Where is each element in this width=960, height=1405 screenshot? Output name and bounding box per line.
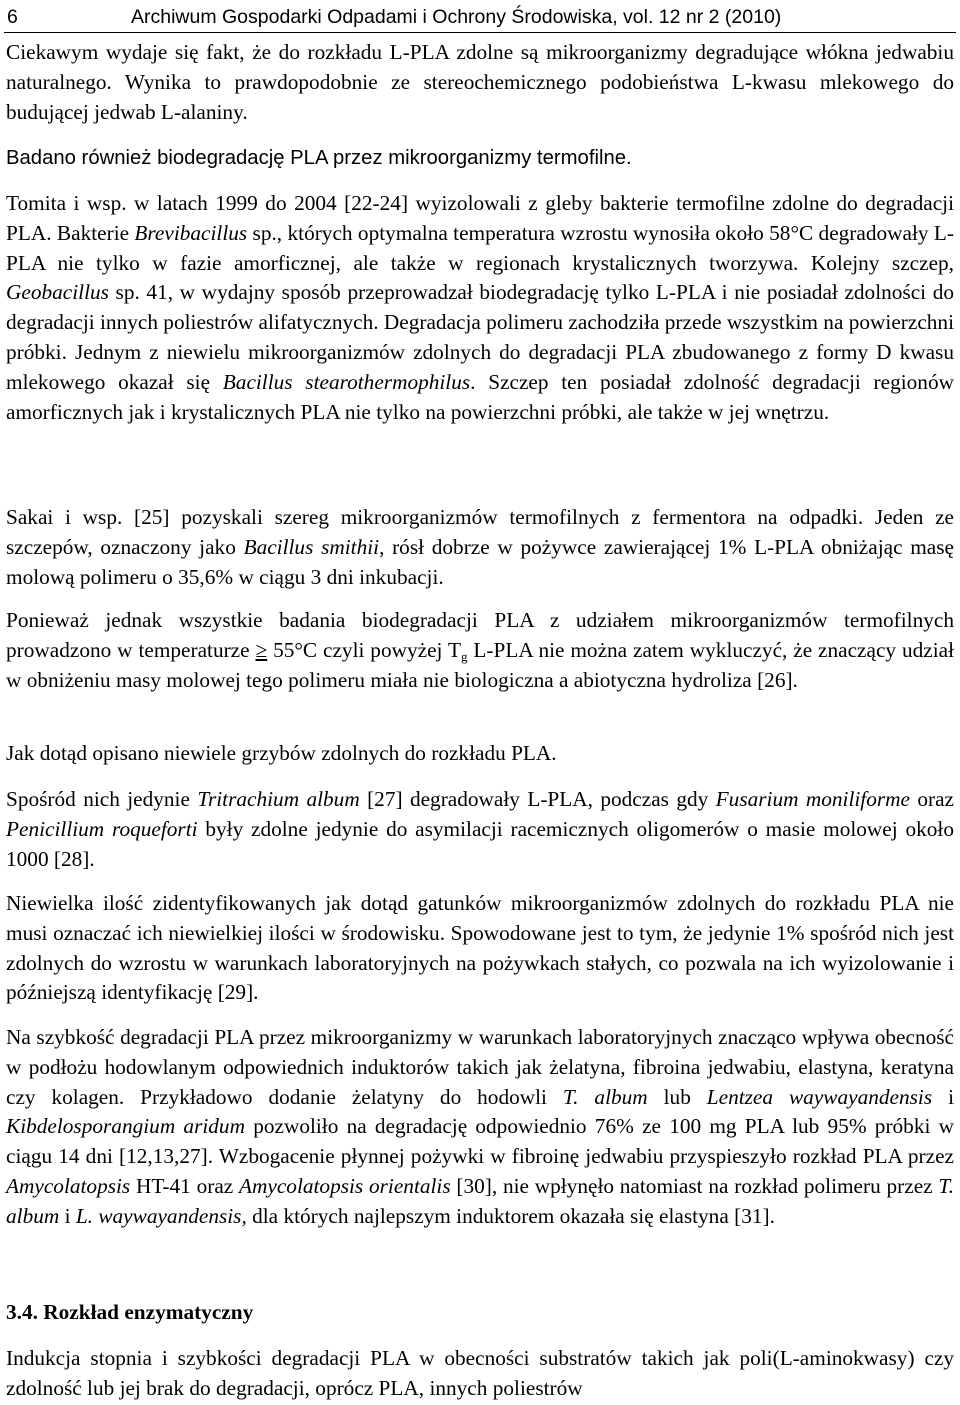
running-title: Archiwum Gospodarki Odpadami i Ochrony Środowiska, vol. 12 nr 2 (2010) [131, 6, 782, 28]
paragraph-text: Indukcja stopnia i szybkości degradacji PLA w obecności substratów takich jak poli(L-aminokwasy) czy zdolność lub jej brak do degradacji, oprócz PLA, innych poliestrów [6, 1346, 954, 1400]
paragraph-text: Ponieważ jednak wszystkie badania biodegradacji PLA z udziałem mikroorganizmów termofilnych prowadzono w temperaturze ≥ 55°C czyli powyżej $T_g$ L-PLA nie można zatem wykluczyć, że znaczący udział w obniżeniu masy molowej tego polimeru miała nie biologiczna a abiotyczna hydroliza [26]. [6, 608, 954, 692]
species-name: Fusarium moniliforme [715, 787, 910, 811]
species-name: Bacillus smithii [243, 534, 380, 559]
paragraph-inductors [6, 1023, 954, 1232]
paragraph-text: Spośród nich jedynie Tritrachium album [27] degradowały L-PLA, podczas gdy Fusarium moniliforme oraz Penicillium roqueforti były zdolne jedynie do asymilacji racemicznych oligomerów o masie molowej około 1000 [28]. [6, 787, 955, 871]
paragraph-text: Jak dotąd opisano niewiele grzybów zdolnych do rozkładu PLA. [6, 741, 557, 765]
species-name: Penicillium roqueforti [6, 816, 198, 841]
species-name: Tritrachium album [197, 787, 360, 811]
paragraph-silk-fibers [6, 38, 954, 127]
species-name: Geobacillus [6, 280, 109, 305]
section-heading: 3.4. Rozkład enzymatyczny [6, 1300, 254, 1324]
paragraph-enzymatic [6, 1344, 954, 1404]
page-number: 6 [7, 6, 18, 28]
species-name: L. waywayandensis, [75, 1203, 247, 1228]
species-name: Bacillus stearothermophilus [222, 369, 471, 394]
species-name: T. album [562, 1084, 648, 1109]
paragraph-fungi [6, 785, 954, 874]
paragraph-text: Tomita i wsp. w latach 1999 do 2004 [22-24] wyizolowali z gleby bakterie termofilne zdolne do degradacji PLA. Bakterie Brevibacillus sp., których optymalna temperatura wzrostu wynosiła około 58°C degradowały L-PLA nie tylko w fazie amorficznej, ale także w regionach krystalicznych tworzywa. Kolejny szczep, Geobacillus sp. 41, w wydajny sposób przeprowadzał biodegradację tylko L-PLA i nie posiadał zdolności do degradacji innych poliestrów alifatycznych. Degradacja polimeru zachodziła przede wszystkim na powierzchni próbki. Jednym z niewielu mikroorganizmów zdolnych do degradacji PLA zbudowanego z formy D kwasu mlekowego okazał się Bacillus stearothermophilus. Szczep ten posiadał zdolność degradacji regionów amorficznych jak i krystalicznych PLA nie tylko na powierzchni próbki, ale także w jej wnętrzu. [6, 191, 954, 424]
species-name: Lentzea waywayandensis [706, 1084, 933, 1109]
species-name: Kibdelosporangium aridum [6, 1114, 245, 1139]
running-header [4, 2, 956, 33]
species-name: Brevibacillus [134, 220, 248, 245]
paragraph-identification [6, 889, 954, 1008]
species-name: Amycolatopsis [6, 1173, 131, 1198]
paragraph-thermophiles-intro [6, 144, 954, 174]
paragraph-tomita [6, 189, 954, 427]
paragraph-hydrolysis [6, 606, 954, 695]
paragraph-text: Niewielka ilość zidentyfikowanych jak dotąd gatunków mikroorganizmów zdolnych do rozkładu PLA nie musi oznaczać ich niewielkiej ilości w środowisku. Spowodowane jest to tym, że jedynie 1% spośród nich jest zdolnych do wzrostu w warunkach laboratoryjnych na pożywkach stałych, co pozwala na ich wyizolowanie i późniejszą identyfikację [29]. [6, 891, 954, 1005]
subscript-g: g [460, 648, 468, 664]
paragraph-text: Ciekawym wydaje się fakt, że do rozkładu L-PLA zdolne są mikroorganizmy degradujące włókna jedwabiu naturalnego. Wynika to prawdopodobnie ze stereochemicznego podobieństwa L-kwasu mlekowego do budującej jedwab L-alaniny. [6, 40, 954, 124]
species-name: Amycolatopsis orientalis [239, 1173, 451, 1198]
paragraph-text: Sakai i wsp. [25] pozyskali szereg mikroorganizmów termofilnych z fermentora na odpadki. Jeden ze szczepów, oznaczony jako Bacillus smithii, rósł dobrze w pożywce zawierającej 1% L-PLA obniżając masę molową polimeru o 35,6% w ciągu 3 dni inkubacji. [6, 505, 954, 589]
species-name: T. album [6, 1173, 954, 1228]
paragraph-text: Na szybkość degradacji PLA przez mikroorganizmy w warunkach laboratoryjnych znacząco wpływa obecność w podłożu hodowlanym odpowiednich induktorów takich jak żelatyna, fibroina jedwabiu, elastyna, keratyna czy kolagen. Przykładowo dodanie żelatyny do hodowli T. album lub Lentzea waywayandensis i Kibdelosporangium aridum pozwoliło na degradację odpowiednio 76% ze 100 mg PLA lub 95% próbki w ciągu 14 dni [12,13,27]. Wzbogacenie płynnej pożywki w fibroinę jedwabiu przyspieszyło rozkład PLA przez Amycolatopsis HT-41 oraz Amycolatopsis orientalis [30], nie wpłynęło natomiast na rozkład polimeru przez T. album i L. waywayandensis, dla których najlepszym induktorem okazała się elastyna [31]. [6, 1025, 955, 1228]
paragraph-fungi-intro [6, 739, 954, 769]
paragraph-sakai [6, 503, 954, 592]
paragraph-text: Badano również biodegradację PLA przez mikroorganizmy termofilne. [6, 147, 632, 169]
greater-equal-symbol: ≥ [255, 637, 268, 662]
section-heading-block [6, 1298, 954, 1328]
